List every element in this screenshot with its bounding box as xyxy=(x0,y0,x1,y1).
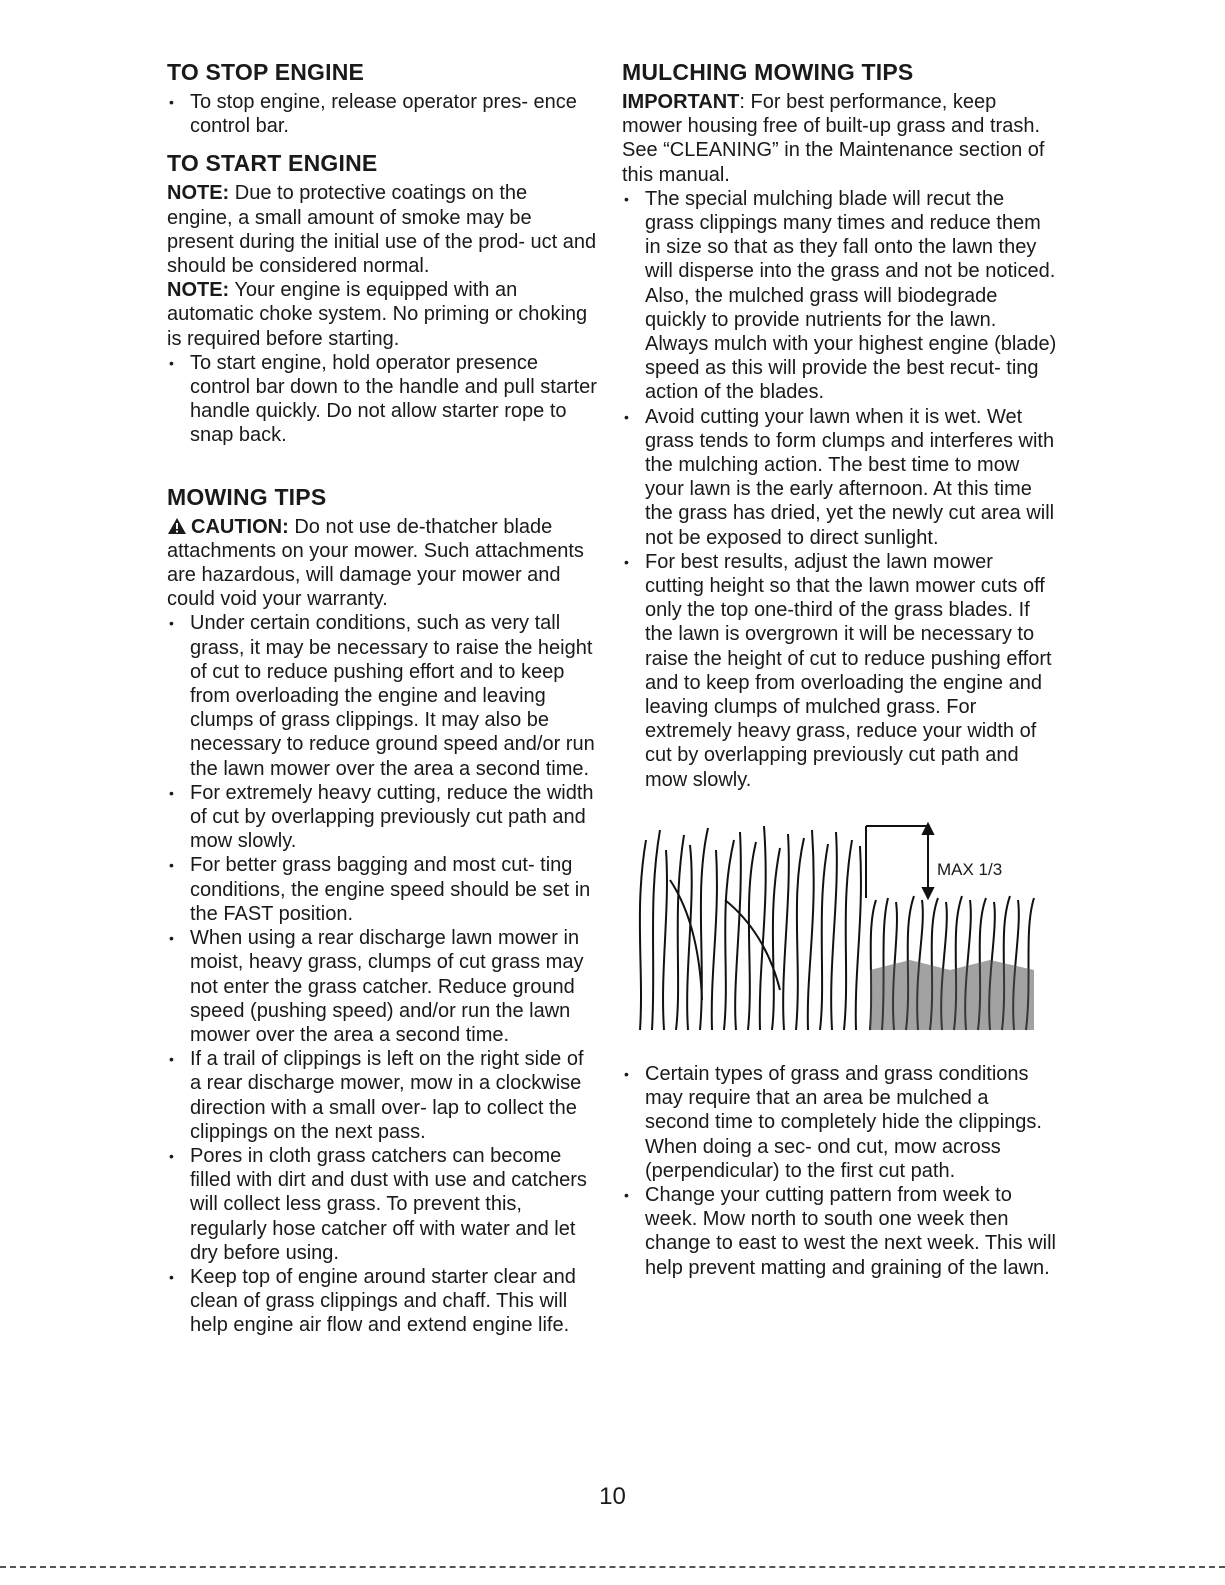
list-item: • The special mulching blade will recut the grass clippings many times and reduce them in size so that as they fall onto the lawn they will disperse into the grass and not be noticed. Also, the mulched grass will biodegrade quickly to provide nutrients for the lawn. Always mulch with your highest engine (blade) speed as this will provide the best recut- ting action of the blades. xyxy=(622,187,1057,405)
stop-engine-heading: TO STOP ENGINE xyxy=(167,59,365,85)
note-text: Due to protective coatings on the engine, a small amount of smoke may be present during the initial use of the prod- uct and should be considered normal. xyxy=(167,182,597,278)
grass-illustration xyxy=(630,820,1040,1040)
list-item: • To stop engine, release operator pres- ence control bar. xyxy=(167,90,597,138)
list-item: • Under certain conditions, such as very tall grass, it may be necessary to raise the height of cut to reduce pushing effort and to keep from overloading the engine and leaving clumps of grass clippings. It may also be necessary to reduce ground speed and/or run the lawn mower over the area a second time. xyxy=(167,611,597,780)
left-column xyxy=(167,58,597,1338)
start-engine-heading: TO START ENGINE xyxy=(167,150,378,177)
mowing-tips-heading: MOWING TIPS xyxy=(167,483,327,510)
start-engine-list xyxy=(167,351,597,448)
mulching-tips-heading: MULCHING MOWING TIPS xyxy=(622,59,914,85)
list-item: • For extremely heavy cutting, reduce the width of cut by overlapping previously cut path and mow slowly. xyxy=(167,781,597,854)
list-item: • Avoid cutting your lawn when it is wet. Wet grass tends to form clumps and interferes with the mulching action. The best time to mow your lawn is the early afternoon. At this time the grass has dried, yet the newly cut area will not be exposed to direct sunlight. xyxy=(622,405,1057,550)
list-item: • If a trail of clippings is left on the right side of a rear discharge mower, mow in a clockwise direction with a small over- lap to collect the clippings on the next pass. xyxy=(167,1047,597,1144)
list-item: • When using a rear discharge lawn mower in moist, heavy grass, clumps of cut grass may not enter the grass catcher. Reduce ground speed (pushing speed) and/or run the lawn mower over the area a second time. xyxy=(167,926,597,1047)
footer-divider xyxy=(0,1566,1225,1568)
right-column xyxy=(622,58,1057,1280)
note-label: NOTE: xyxy=(167,279,230,302)
note-text: Your engine is equipped with an automatic choke system. No priming or choking is required before starting. xyxy=(167,279,588,350)
start-note-2 xyxy=(167,278,597,351)
caution-paragraph xyxy=(167,515,597,612)
note-label: NOTE: xyxy=(167,182,230,205)
caution-text: Do not use de-thatcher blade attachments on your mower. Such attachments are hazardous, will damage your mower and could void your warranty. xyxy=(167,515,584,611)
list-item: • For best results, adjust the lawn mower cutting height so that the lawn mower cuts off only the top one-third of the grass blades. If the lawn is overgrown it will be necessary to raise the height of cut to reduce pushing effort and to keep from overloading the engine and leaving clumps of mulched grass. For extremely heavy grass, reduce your width of cut by overlapping previously cut path and mow slowly. xyxy=(622,550,1057,792)
list-item: • Pores in cloth grass catchers can become filled with dirt and dust with use and catchers will collect less grass. To prevent this, regularly hose catcher off with water and let dry before using. xyxy=(167,1144,597,1265)
important-text: : For best performance, keep mower housing free of built-up grass and trash. See “CLEANING” in the Maintenance section of this manual. xyxy=(622,91,1045,186)
grass-height-figure xyxy=(630,820,1040,1040)
mulching-tips-list-2 xyxy=(622,1062,1057,1280)
mulching-tips-list xyxy=(622,187,1057,792)
list-item: • Keep top of engine around starter clear and clean of grass clippings and chaff. This will help engine air flow and extend engine life. xyxy=(167,1265,597,1338)
important-paragraph xyxy=(622,90,1057,187)
start-note-1 xyxy=(167,181,597,278)
stop-engine-list xyxy=(167,90,597,138)
important-label: IMPORTANT xyxy=(622,91,740,113)
list-item: • To start engine, hold operator presence control bar down to the handle and pull starter handle quickly. Do not allow starter rope to snap back. xyxy=(167,351,597,448)
list-item: • Certain types of grass and grass conditions may require that an area be mulched a second time to completely hide the clippings. When doing a sec- ond cut, mow across (perpendicular) to the first cut path. xyxy=(622,1062,1057,1183)
max-one-third-label: MAX 1/3 xyxy=(937,859,1003,879)
warning-icon xyxy=(167,517,187,535)
list-item: • Change your cutting pattern from week to week. Mow north to south one week then change to east to west the next week. This will help prevent matting and graining of the lawn. xyxy=(622,1183,1057,1280)
list-item: • For better grass bagging and most cut- ting conditions, the engine speed should be set in the FAST position. xyxy=(167,853,597,926)
page-number: 10 xyxy=(599,1483,626,1510)
caution-label: CAUTION: xyxy=(191,515,289,538)
mowing-tips-list xyxy=(167,611,597,1337)
